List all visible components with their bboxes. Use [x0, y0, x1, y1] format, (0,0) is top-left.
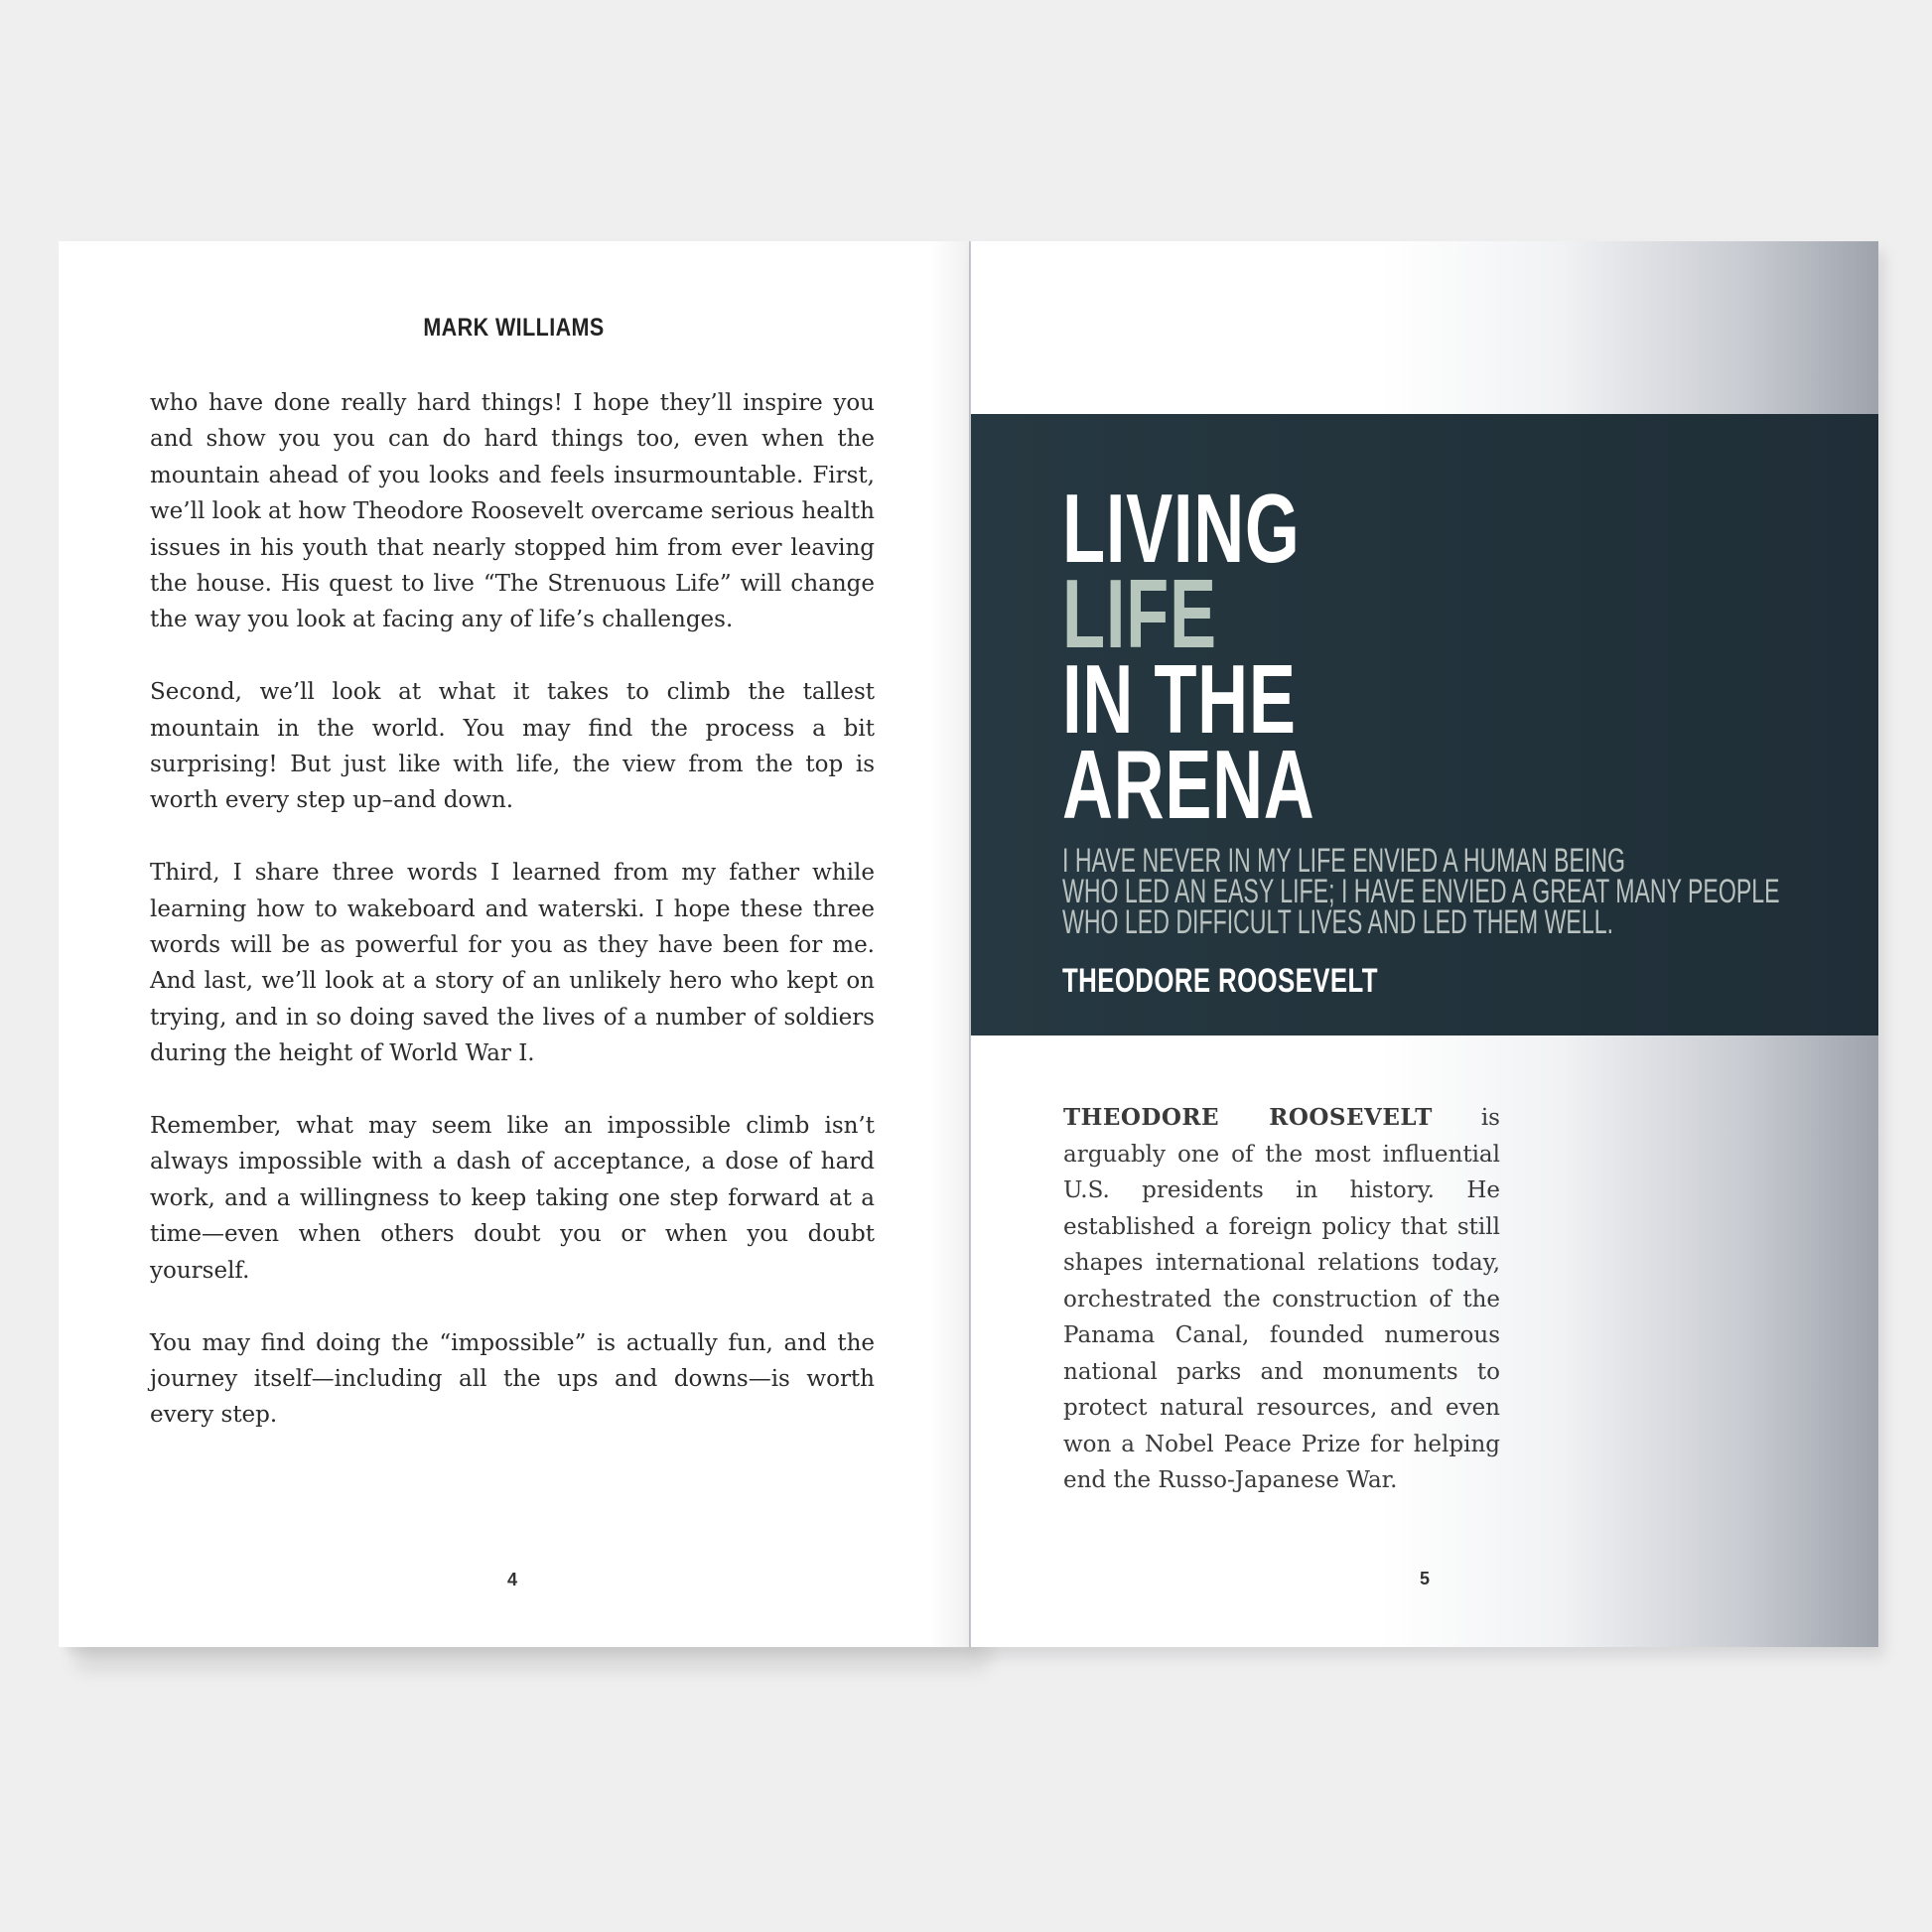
left-page [59, 241, 969, 1647]
paragraph: Second, we’ll look at what it takes to climb the tallest mountain in the world. You may find the process a bit surprising! But just like with life, the view from the top is worth every step up–and down. [150, 679, 875, 814]
right-page-body [1063, 1100, 1500, 1499]
quote-author: THEODORE ROOSEVELT [1062, 962, 1378, 1000]
title-line: IN THE [1062, 644, 1297, 754]
page-number: 5 [1419, 1569, 1430, 1588]
intro-paragraph [1063, 1100, 1500, 1499]
title-line: LIVING [1062, 474, 1301, 583]
title-line-accent: LIFE [1062, 559, 1217, 668]
title-line: ARENA [1062, 730, 1315, 839]
lead-in: THEODORE ROOSEVELT [1063, 1104, 1433, 1131]
epigraph-quote [1062, 842, 1780, 941]
running-head: MARK WILLIAMS [423, 314, 605, 342]
quote-line: WHO LED AN EASY LIFE; I HAVE ENVIED A GREAT MANY PEOPLE [1062, 873, 1780, 910]
paragraph: who have done really hard things! I hope they’ll inspire you and show you you can do hard things too, even when the mountain ahead of you looks and feels insurmountable. First, we’ll look at how Theodore Roosevelt overcame serious health issues in his youth that nearly stopped him from ever leaving the house. His quest to live “The Strenuous Life” will change the way you look at facing any of life’s challenges. [150, 390, 875, 633]
chapter-title [1062, 474, 1315, 839]
chapter-banner [971, 414, 1878, 1035]
paragraph: Third, I share three words I learned from my father while learning how to wakeboard and waterski. I hope these three words will be as powerful for you as they have been for me. And last, we’ll look at a story of an unlikely hero who kept on trying, and in so doing saved the lives of a number of soldiers during the height of World War I. [150, 860, 875, 1067]
paragraph: Remember, what may seem like an impossible climb isn’t always impossible with a dash of acceptance, a dose of hard work, and a willingness to keep taking one step forward at a time—even when others doubt you or when you doubt yourself. [150, 1113, 875, 1284]
left-page-body [150, 385, 875, 1469]
quote-line: WHO LED DIFFICULT LIVES AND LED THEM WELL. [1062, 903, 1613, 941]
page-number: 4 [506, 1570, 517, 1589]
quote-line: I HAVE NEVER IN MY LIFE ENVIED A HUMAN BEING [1062, 842, 1626, 880]
right-page [971, 241, 1878, 1647]
paragraph: You may find doing the “impossible” is actually fun, and the journey itself—including all the ups and downs—is worth every step. [150, 1329, 875, 1429]
paragraph-text: is arguably one of the most influential U.S. presidents in history. He established a foreign policy that still shapes international relations today, orchestrated the construction of the Panama Canal, founded numerous national parks and monuments to protect natural resources, and even won a Nobel Peace Prize for helping end the Russo-Japanese War. [1063, 1105, 1500, 1493]
